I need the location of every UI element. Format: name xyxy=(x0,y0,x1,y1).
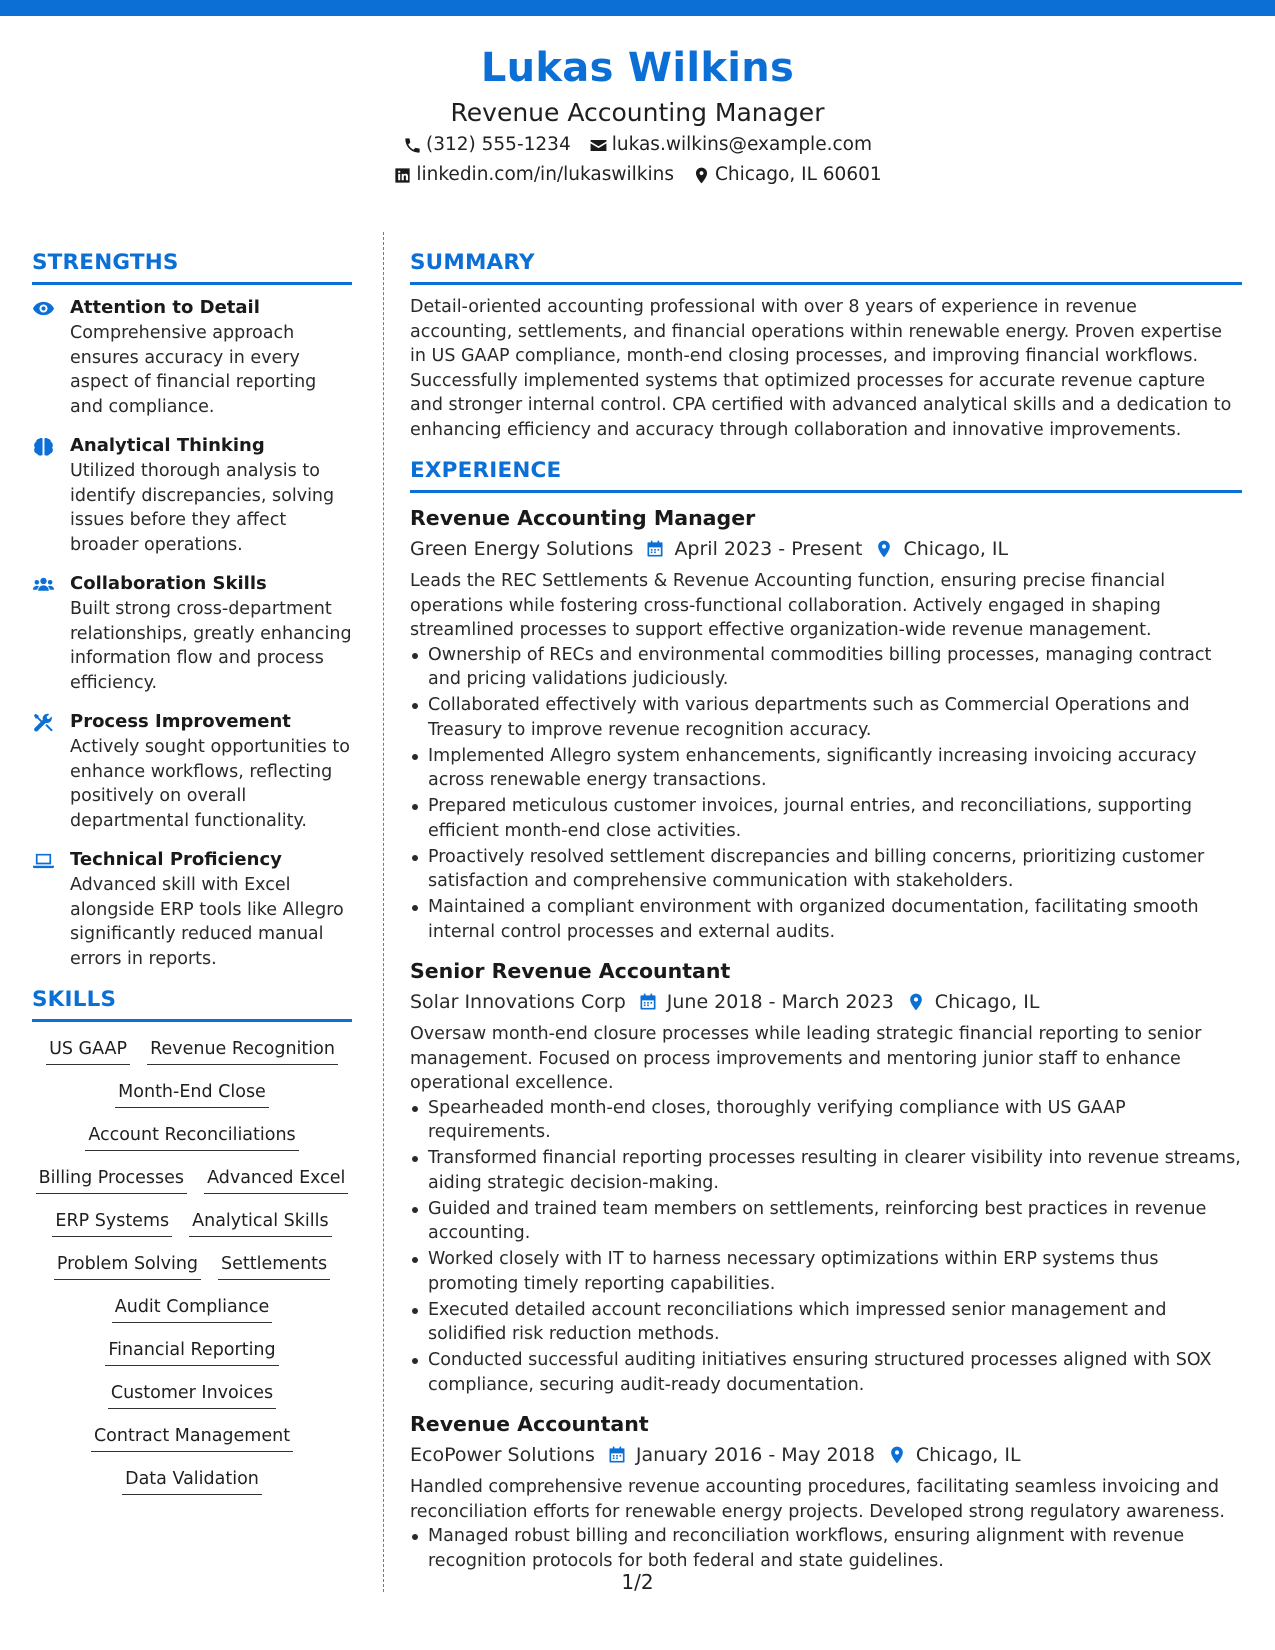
calendar-icon xyxy=(645,539,665,559)
skill-tag: Audit Compliance xyxy=(112,1294,272,1323)
job-title: Senior Revenue Accountant xyxy=(410,959,731,983)
bullet-item: Worked closely with IT to harness necessary optimizations within ERP systems thus promoting timely reporting capabilities. xyxy=(410,1247,1242,1296)
strength-title: Technical Proficiency xyxy=(70,849,282,870)
skill-row xyxy=(32,1122,352,1151)
skill-row xyxy=(32,1423,352,1452)
bullet-item: Ownership of RECs and environmental commodities billing processes, managing contract and pricing validations judiciously. xyxy=(410,643,1242,692)
brain-icon xyxy=(32,436,55,457)
job-location: Chicago, IL xyxy=(915,1444,1021,1466)
map-pin-icon xyxy=(692,166,711,185)
job-dates: April 2023 - Present xyxy=(674,538,863,560)
phone-icon xyxy=(403,136,422,155)
skill-row xyxy=(32,1079,352,1108)
job-dates: June 2018 - March 2023 xyxy=(666,991,894,1013)
bullet-item: Spearheaded month-end closes, thoroughly verifying compliance with US GAAP requirements. xyxy=(410,1096,1242,1145)
bullet-item: Transformed financial reporting processes resulting in clearer visibility into revenue streams, aiding strategic decision-making. xyxy=(410,1146,1242,1195)
strengths-heading: STRENGTHS xyxy=(32,248,352,285)
job-title: Revenue Accountant xyxy=(410,1412,649,1436)
skill-row xyxy=(32,1380,352,1409)
resume-header xyxy=(0,40,1275,190)
strength-desc: Advanced skill with Excel alongside ERP tools like Allegro significantly reduced manual errors in reports. xyxy=(70,875,344,969)
job-meta xyxy=(410,986,1242,1018)
skill-tag: Problem Solving xyxy=(54,1251,201,1280)
job-entry xyxy=(410,1409,1242,1573)
skill-row xyxy=(32,1466,352,1495)
job-meta xyxy=(410,1439,1242,1471)
skill-tag: Customer Invoices xyxy=(108,1380,276,1409)
email-text: lukas.wilkins@example.com xyxy=(611,134,872,155)
strength-desc: Utilized thorough analysis to identify discrepancies, solving issues before they affect broader operations. xyxy=(70,461,335,555)
strength-title: Attention to Detail xyxy=(70,297,260,318)
eye-icon xyxy=(32,298,55,319)
skill-row xyxy=(32,1208,352,1237)
linkedin-contact[interactable] xyxy=(393,160,674,190)
job-meta xyxy=(410,533,1242,565)
summary-text: Detail-oriented accounting professional with over 8 years of experience in revenue accounting, settlements, and financial operations within renewable energy. Proven expertise in US GAAP compliance, month-end closing processes, and improving financial workflows. Successfully implemented systems that optimized processes for accurate revenue capture and stronger internal control. CPA certified with advanced analytical skills and a dedication to enhancing efficiency and accuracy through collaboration and innovative improvements. xyxy=(410,297,1232,440)
laptop-icon xyxy=(32,850,55,871)
linkedin-icon xyxy=(393,166,412,185)
right-column xyxy=(410,248,1242,1585)
envelope-icon xyxy=(589,136,608,155)
skill-tag: Settlements xyxy=(218,1251,330,1280)
job-company: EcoPower Solutions xyxy=(410,1444,595,1466)
skill-tag: Financial Reporting xyxy=(105,1337,278,1366)
users-icon xyxy=(32,574,55,595)
phone-contact[interactable] xyxy=(403,130,571,160)
strength-title: Process Improvement xyxy=(70,711,291,732)
column-divider xyxy=(383,232,384,1592)
bullet-item: Managed robust billing and reconciliation workflows, ensuring alignment with revenue recognition protocols for both federal and state guidelines. xyxy=(410,1524,1242,1573)
email-contact[interactable] xyxy=(589,130,872,160)
left-column xyxy=(32,248,352,1509)
skill-row xyxy=(32,1165,352,1194)
strength-title: Analytical Thinking xyxy=(70,435,265,456)
bullet-item: Maintained a compliant environment with organized documentation, facilitating smooth internal control processes and external audits. xyxy=(410,895,1242,944)
tools-icon xyxy=(32,712,55,733)
strength-item xyxy=(32,847,352,971)
skill-row xyxy=(32,1251,352,1280)
calendar-icon xyxy=(607,1445,627,1465)
calendar-icon xyxy=(638,992,658,1012)
job-description: Leads the REC Settlements & Revenue Accounting function, ensuring precise financial operations while fostering cross-functional collaboration. Actively engaged in shaping streamlined processes to support effective organization-wide revenue management. xyxy=(410,571,1166,640)
job-location: Chicago, IL xyxy=(903,538,1009,560)
contact-row-2 xyxy=(0,160,1275,190)
top-accent-bar xyxy=(0,0,1275,16)
skill-tag: Contract Management xyxy=(91,1423,293,1452)
job-dates: January 2016 - May 2018 xyxy=(635,1444,875,1466)
skill-tag: Revenue Recognition xyxy=(147,1036,338,1065)
skill-tag: Month-End Close xyxy=(115,1079,269,1108)
bullet-item: Conducted successful auditing initiatives ensuring structured processes aligned with SOX compliance, securing audit-ready documentation. xyxy=(410,1348,1242,1397)
experience-heading: EXPERIENCE xyxy=(410,456,1242,493)
skill-row xyxy=(32,1036,352,1065)
map-pin-icon xyxy=(906,992,926,1012)
job-company: Green Energy Solutions xyxy=(410,538,634,560)
job-title: Revenue Accounting Manager xyxy=(410,506,756,530)
strength-desc: Comprehensive approach ensures accuracy in every aspect of financial reporting and compliance. xyxy=(70,323,317,417)
skill-tag: Advanced Excel xyxy=(204,1165,348,1194)
job-bullets xyxy=(410,643,1242,945)
job-location: Chicago, IL xyxy=(934,991,1040,1013)
map-pin-icon xyxy=(887,1445,907,1465)
skill-tag: ERP Systems xyxy=(52,1208,172,1237)
job-bullets xyxy=(410,1096,1242,1398)
skills-heading: SKILLS xyxy=(32,985,352,1022)
strength-item xyxy=(32,709,352,833)
job-description: Oversaw month-end closure processes while leading strategic financial reporting to senior management. Focused on process improvements and mentoring junior staff to enhance operational excellence. xyxy=(410,1024,1202,1093)
bullet-item: Prepared meticulous customer invoices, journal entries, and reconciliations, supporting efficient month-end close activities. xyxy=(410,794,1242,843)
strength-item xyxy=(32,295,352,419)
skills-list xyxy=(32,1032,352,1495)
candidate-name: Lukas Wilkins xyxy=(480,45,795,91)
linkedin-text: linkedin.com/in/lukaswilkins xyxy=(416,164,675,185)
skill-tag: Billing Processes xyxy=(36,1165,188,1194)
candidate-role: Revenue Accounting Manager xyxy=(450,98,825,127)
location-text: Chicago, IL 60601 xyxy=(715,164,882,185)
strength-item xyxy=(32,433,352,557)
bullet-item: Executed detailed account reconciliations which impressed senior management and solidified risk reduction methods. xyxy=(410,1298,1242,1347)
skill-tag: US GAAP xyxy=(46,1036,130,1065)
job-entry xyxy=(410,503,1242,944)
bullet-item: Guided and trained team members on settlements, reinforcing best practices in revenue accounting. xyxy=(410,1197,1242,1246)
skill-tag: Data Validation xyxy=(122,1466,262,1495)
location-contact xyxy=(692,160,882,190)
contact-row-1 xyxy=(0,130,1275,160)
map-pin-icon xyxy=(874,539,894,559)
bullet-item: Proactively resolved settlement discrepancies and billing concerns, prioritizing customer satisfaction and comprehensive communication with stakeholders. xyxy=(410,845,1242,894)
job-company: Solar Innovations Corp xyxy=(410,991,626,1013)
job-entry xyxy=(410,956,1242,1397)
job-bullets xyxy=(410,1524,1242,1573)
phone-text: (312) 555-1234 xyxy=(426,134,571,155)
skill-row xyxy=(32,1337,352,1366)
summary-heading: SUMMARY xyxy=(410,248,1242,285)
job-description: Handled comprehensive revenue accounting procedures, facilitating seamless invoicing and reconciliation efforts for renewable energy projects. Developed strong regulatory awareness. xyxy=(410,1477,1225,1522)
page-number: 1/2 xyxy=(621,1570,654,1594)
strength-title: Collaboration Skills xyxy=(70,573,267,594)
strength-desc: Actively sought opportunities to enhance workflows, reflecting positively on overall departmental functionality. xyxy=(70,737,350,831)
strength-desc: Built strong cross-department relationships, greatly enhancing information flow and process efficiency. xyxy=(70,599,352,693)
skill-tag: Analytical Skills xyxy=(189,1208,331,1237)
skill-row xyxy=(32,1294,352,1323)
bullet-item: Implemented Allegro system enhancements, significantly increasing invoicing accuracy across renewable energy transactions. xyxy=(410,744,1242,793)
bullet-item: Collaborated effectively with various departments such as Commercial Operations and Treasury to improve revenue recognition accuracy. xyxy=(410,693,1242,742)
skill-tag: Account Reconciliations xyxy=(85,1122,298,1151)
strength-item xyxy=(32,571,352,695)
